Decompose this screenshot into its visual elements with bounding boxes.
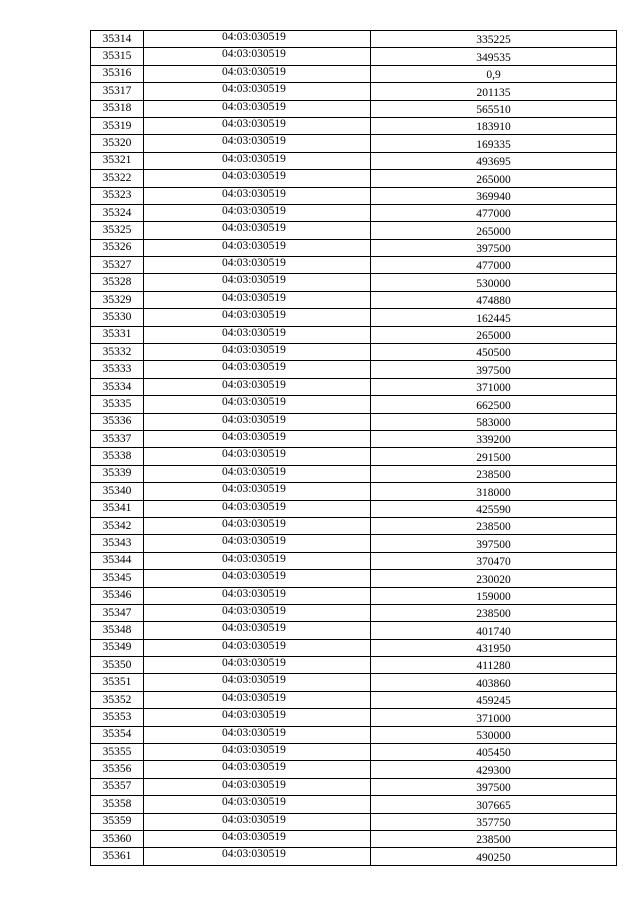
code-cell: 04:03:030519 xyxy=(144,430,371,447)
code-cell: 04:03:030519 xyxy=(144,344,371,361)
amount-cell: 397500 xyxy=(371,535,617,552)
amount-cell: 169335 xyxy=(371,135,617,152)
table-body xyxy=(91,31,617,866)
row-number-cell: 35343 xyxy=(91,535,144,552)
code-cell: 04:03:030519 xyxy=(144,517,371,534)
row-number-cell: 35336 xyxy=(91,413,144,430)
amount-cell: 0,9 xyxy=(371,65,617,82)
amount-cell: 493695 xyxy=(371,152,617,169)
data-table xyxy=(90,30,617,866)
code-cell: 04:03:030519 xyxy=(144,31,371,48)
amount-cell: 371000 xyxy=(371,378,617,395)
code-cell: 04:03:030519 xyxy=(144,483,371,500)
row-number-cell: 35317 xyxy=(91,83,144,100)
amount-cell: 238500 xyxy=(371,465,617,482)
amount-cell: 565510 xyxy=(371,100,617,117)
table-row xyxy=(91,622,617,639)
code-cell: 04:03:030519 xyxy=(144,744,371,761)
row-number-cell: 35354 xyxy=(91,726,144,743)
amount-cell: 369940 xyxy=(371,187,617,204)
row-number-cell: 35346 xyxy=(91,587,144,604)
amount-cell: 339200 xyxy=(371,430,617,447)
table-row xyxy=(91,378,617,395)
row-number-cell: 35360 xyxy=(91,830,144,847)
code-cell: 04:03:030519 xyxy=(144,326,371,343)
code-cell: 04:03:030519 xyxy=(144,65,371,82)
table-row xyxy=(91,344,617,361)
code-cell: 04:03:030519 xyxy=(144,830,371,847)
row-number-cell: 35321 xyxy=(91,152,144,169)
amount-cell: 335225 xyxy=(371,31,617,48)
code-cell: 04:03:030519 xyxy=(144,657,371,674)
row-number-cell: 35329 xyxy=(91,291,144,308)
amount-cell: 530000 xyxy=(371,726,617,743)
row-number-cell: 35316 xyxy=(91,65,144,82)
row-number-cell: 35324 xyxy=(91,204,144,221)
table-row xyxy=(91,500,617,517)
table-row xyxy=(91,778,617,795)
amount-cell: 265000 xyxy=(371,222,617,239)
table-row xyxy=(91,517,617,534)
table-row xyxy=(91,187,617,204)
row-number-cell: 35334 xyxy=(91,378,144,395)
row-number-cell: 35330 xyxy=(91,309,144,326)
code-cell: 04:03:030519 xyxy=(144,552,371,569)
code-cell: 04:03:030519 xyxy=(144,848,371,865)
row-number-cell: 35345 xyxy=(91,570,144,587)
code-cell: 04:03:030519 xyxy=(144,604,371,621)
code-cell: 04:03:030519 xyxy=(144,239,371,256)
amount-cell: 401740 xyxy=(371,622,617,639)
table-row xyxy=(91,448,617,465)
row-number-cell: 35361 xyxy=(91,848,144,865)
amount-cell: 477000 xyxy=(371,257,617,274)
row-number-cell: 35352 xyxy=(91,691,144,708)
row-number-cell: 35335 xyxy=(91,396,144,413)
code-cell: 04:03:030519 xyxy=(144,622,371,639)
table-row xyxy=(91,552,617,569)
table-row xyxy=(91,744,617,761)
table-row xyxy=(91,117,617,134)
amount-cell: 425590 xyxy=(371,500,617,517)
code-cell: 04:03:030519 xyxy=(144,535,371,552)
code-cell: 04:03:030519 xyxy=(144,48,371,65)
table-row xyxy=(91,239,617,256)
code-cell: 04:03:030519 xyxy=(144,813,371,830)
code-cell: 04:03:030519 xyxy=(144,796,371,813)
row-number-cell: 35333 xyxy=(91,361,144,378)
code-cell: 04:03:030519 xyxy=(144,274,371,291)
code-cell: 04:03:030519 xyxy=(144,361,371,378)
amount-cell: 583000 xyxy=(371,413,617,430)
table-row xyxy=(91,222,617,239)
table-row xyxy=(91,761,617,778)
table-row xyxy=(91,830,617,847)
row-number-cell: 35357 xyxy=(91,778,144,795)
row-number-cell: 35314 xyxy=(91,31,144,48)
row-number-cell: 35356 xyxy=(91,761,144,778)
table-row xyxy=(91,291,617,308)
code-cell: 04:03:030519 xyxy=(144,691,371,708)
code-cell: 04:03:030519 xyxy=(144,257,371,274)
table-row xyxy=(91,726,617,743)
amount-cell: 397500 xyxy=(371,778,617,795)
code-cell: 04:03:030519 xyxy=(144,170,371,187)
code-cell: 04:03:030519 xyxy=(144,761,371,778)
code-cell: 04:03:030519 xyxy=(144,413,371,430)
table-row xyxy=(91,587,617,604)
code-cell: 04:03:030519 xyxy=(144,570,371,587)
table-row xyxy=(91,848,617,865)
table-row xyxy=(91,135,617,152)
amount-cell: 238500 xyxy=(371,830,617,847)
amount-cell: 349535 xyxy=(371,48,617,65)
amount-cell: 429300 xyxy=(371,761,617,778)
table-row xyxy=(91,274,617,291)
row-number-cell: 35325 xyxy=(91,222,144,239)
row-number-cell: 35342 xyxy=(91,517,144,534)
row-number-cell: 35315 xyxy=(91,48,144,65)
row-number-cell: 35351 xyxy=(91,674,144,691)
table-row xyxy=(91,65,617,82)
amount-cell: 431950 xyxy=(371,639,617,656)
code-cell: 04:03:030519 xyxy=(144,465,371,482)
row-number-cell: 35332 xyxy=(91,344,144,361)
code-cell: 04:03:030519 xyxy=(144,674,371,691)
table-row xyxy=(91,570,617,587)
amount-cell: 397500 xyxy=(371,361,617,378)
row-number-cell: 35337 xyxy=(91,430,144,447)
amount-cell: 357750 xyxy=(371,813,617,830)
table-row xyxy=(91,48,617,65)
code-cell: 04:03:030519 xyxy=(144,709,371,726)
amount-cell: 477000 xyxy=(371,204,617,221)
code-cell: 04:03:030519 xyxy=(144,500,371,517)
code-cell: 04:03:030519 xyxy=(144,204,371,221)
row-number-cell: 35358 xyxy=(91,796,144,813)
row-number-cell: 35349 xyxy=(91,639,144,656)
table-row xyxy=(91,309,617,326)
table-row xyxy=(91,691,617,708)
code-cell: 04:03:030519 xyxy=(144,83,371,100)
row-number-cell: 35340 xyxy=(91,483,144,500)
code-cell: 04:03:030519 xyxy=(144,309,371,326)
row-number-cell: 35328 xyxy=(91,274,144,291)
row-number-cell: 35327 xyxy=(91,257,144,274)
table-row xyxy=(91,326,617,343)
code-cell: 04:03:030519 xyxy=(144,639,371,656)
amount-cell: 201135 xyxy=(371,83,617,100)
table-row xyxy=(91,31,617,48)
amount-cell: 450500 xyxy=(371,344,617,361)
table-row xyxy=(91,413,617,430)
row-number-cell: 35353 xyxy=(91,709,144,726)
amount-cell: 403860 xyxy=(371,674,617,691)
table-row xyxy=(91,396,617,413)
amount-cell: 238500 xyxy=(371,604,617,621)
row-number-cell: 35323 xyxy=(91,187,144,204)
row-number-cell: 35322 xyxy=(91,170,144,187)
row-number-cell: 35318 xyxy=(91,100,144,117)
code-cell: 04:03:030519 xyxy=(144,135,371,152)
row-number-cell: 35348 xyxy=(91,622,144,639)
table-row xyxy=(91,257,617,274)
amount-cell: 265000 xyxy=(371,326,617,343)
row-number-cell: 35320 xyxy=(91,135,144,152)
amount-cell: 307665 xyxy=(371,796,617,813)
table-row xyxy=(91,709,617,726)
amount-cell: 370470 xyxy=(371,552,617,569)
code-cell: 04:03:030519 xyxy=(144,187,371,204)
table-row xyxy=(91,204,617,221)
amount-cell: 265000 xyxy=(371,170,617,187)
row-number-cell: 35359 xyxy=(91,813,144,830)
row-number-cell: 35338 xyxy=(91,448,144,465)
table-row xyxy=(91,100,617,117)
table-row xyxy=(91,604,617,621)
table-row xyxy=(91,657,617,674)
amount-cell: 405450 xyxy=(371,744,617,761)
amount-cell: 459245 xyxy=(371,691,617,708)
amount-cell: 490250 xyxy=(371,848,617,865)
amount-cell: 397500 xyxy=(371,239,617,256)
amount-cell: 183910 xyxy=(371,117,617,134)
row-number-cell: 35341 xyxy=(91,500,144,517)
row-number-cell: 35319 xyxy=(91,117,144,134)
table-row xyxy=(91,465,617,482)
code-cell: 04:03:030519 xyxy=(144,778,371,795)
table-row xyxy=(91,83,617,100)
table-row xyxy=(91,361,617,378)
amount-cell: 318000 xyxy=(371,483,617,500)
table-row xyxy=(91,796,617,813)
code-cell: 04:03:030519 xyxy=(144,448,371,465)
code-cell: 04:03:030519 xyxy=(144,291,371,308)
amount-cell: 238500 xyxy=(371,517,617,534)
amount-cell: 371000 xyxy=(371,709,617,726)
code-cell: 04:03:030519 xyxy=(144,396,371,413)
code-cell: 04:03:030519 xyxy=(144,117,371,134)
code-cell: 04:03:030519 xyxy=(144,726,371,743)
code-cell: 04:03:030519 xyxy=(144,378,371,395)
row-number-cell: 35331 xyxy=(91,326,144,343)
amount-cell: 474880 xyxy=(371,291,617,308)
table-row xyxy=(91,430,617,447)
row-number-cell: 35326 xyxy=(91,239,144,256)
table-row xyxy=(91,483,617,500)
table-row xyxy=(91,170,617,187)
amount-cell: 662500 xyxy=(371,396,617,413)
code-cell: 04:03:030519 xyxy=(144,222,371,239)
amount-cell: 411280 xyxy=(371,657,617,674)
amount-cell: 291500 xyxy=(371,448,617,465)
row-number-cell: 35347 xyxy=(91,604,144,621)
table-row xyxy=(91,152,617,169)
code-cell: 04:03:030519 xyxy=(144,100,371,117)
code-cell: 04:03:030519 xyxy=(144,587,371,604)
table-row xyxy=(91,674,617,691)
row-number-cell: 35344 xyxy=(91,552,144,569)
table-row xyxy=(91,535,617,552)
amount-cell: 159000 xyxy=(371,587,617,604)
amount-cell: 230020 xyxy=(371,570,617,587)
amount-cell: 530000 xyxy=(371,274,617,291)
table-row xyxy=(91,813,617,830)
amount-cell: 162445 xyxy=(371,309,617,326)
table-row xyxy=(91,639,617,656)
row-number-cell: 35350 xyxy=(91,657,144,674)
row-number-cell: 35339 xyxy=(91,465,144,482)
code-cell: 04:03:030519 xyxy=(144,152,371,169)
row-number-cell: 35355 xyxy=(91,744,144,761)
